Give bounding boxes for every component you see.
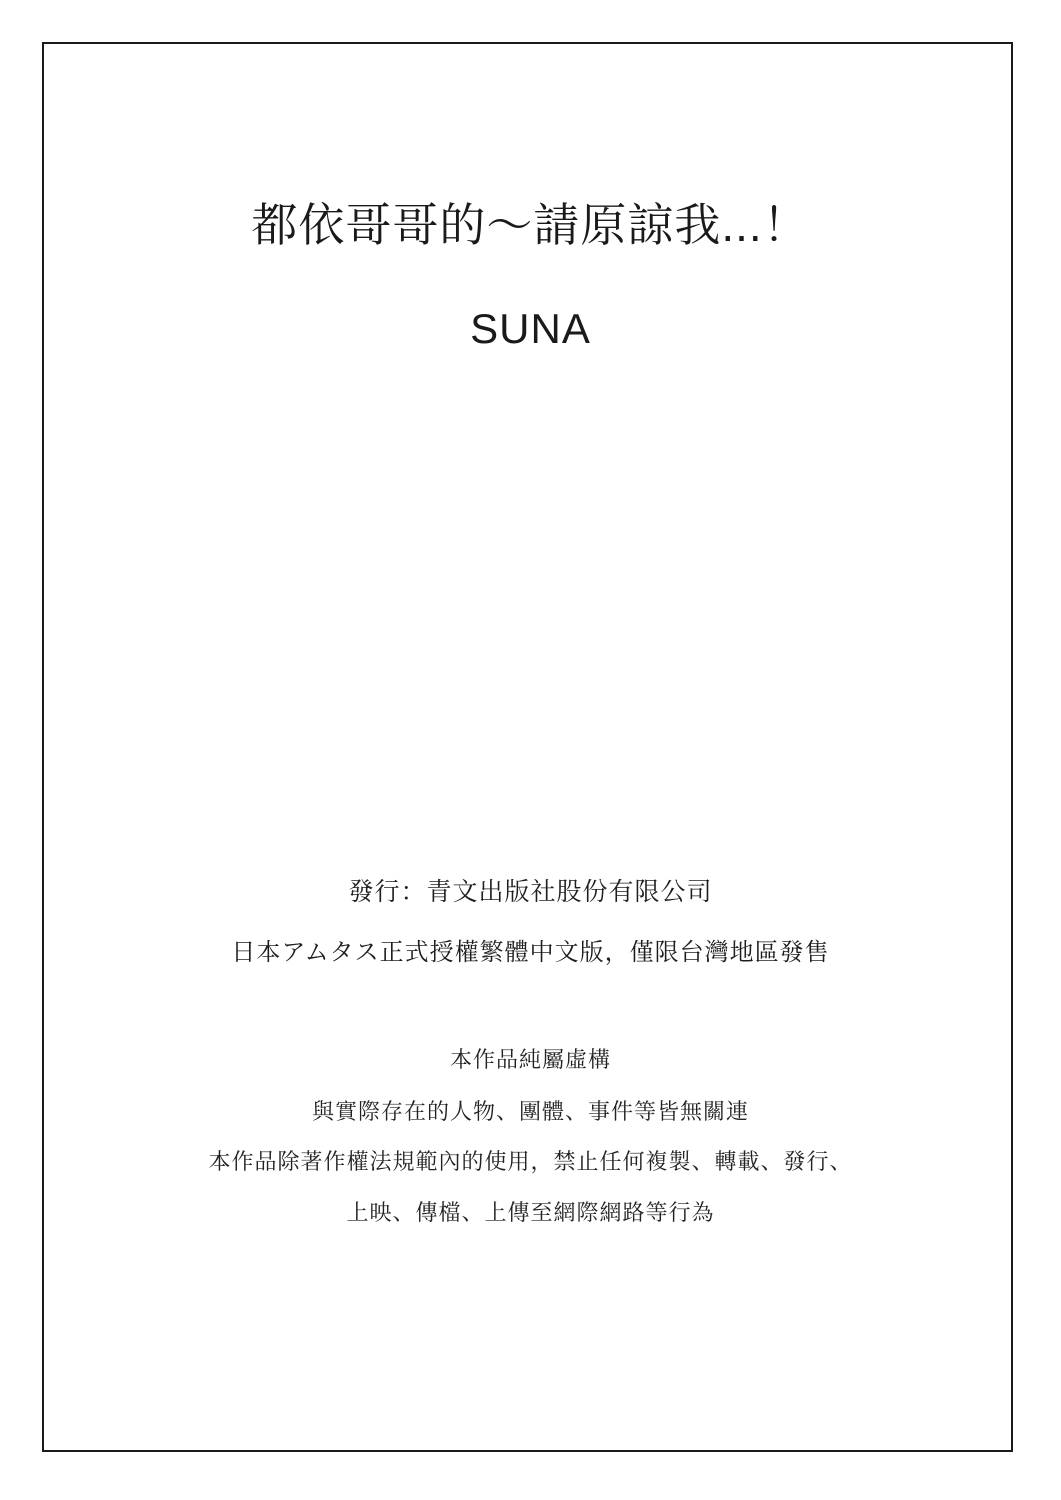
page-border-frame	[42, 42, 1013, 1452]
publisher-line: 發行：青文出版社股份有限公司	[348, 878, 713, 906]
disclaimer-line-prohibited-acts: 上映、傳檔、上傳至網際網路等行為	[346, 1200, 715, 1225]
disclaimer-line-fiction: 本作品純屬虛構	[449, 1047, 611, 1072]
license-line: 日本アムタス正式授權繁體中文版，僅限台灣地區發售	[231, 939, 830, 966]
author-name: SUNA	[470, 305, 591, 352]
book-title: 都依哥哥的～請原諒我...！	[251, 199, 810, 251]
disclaimer-line-no-relation: 與實際存在的人物、團體、事件等皆無關連	[311, 1099, 749, 1124]
disclaimer-line-copyright: 本作品除著作權法規範內的使用，禁止任何複製、轉載、發行、	[208, 1149, 853, 1174]
